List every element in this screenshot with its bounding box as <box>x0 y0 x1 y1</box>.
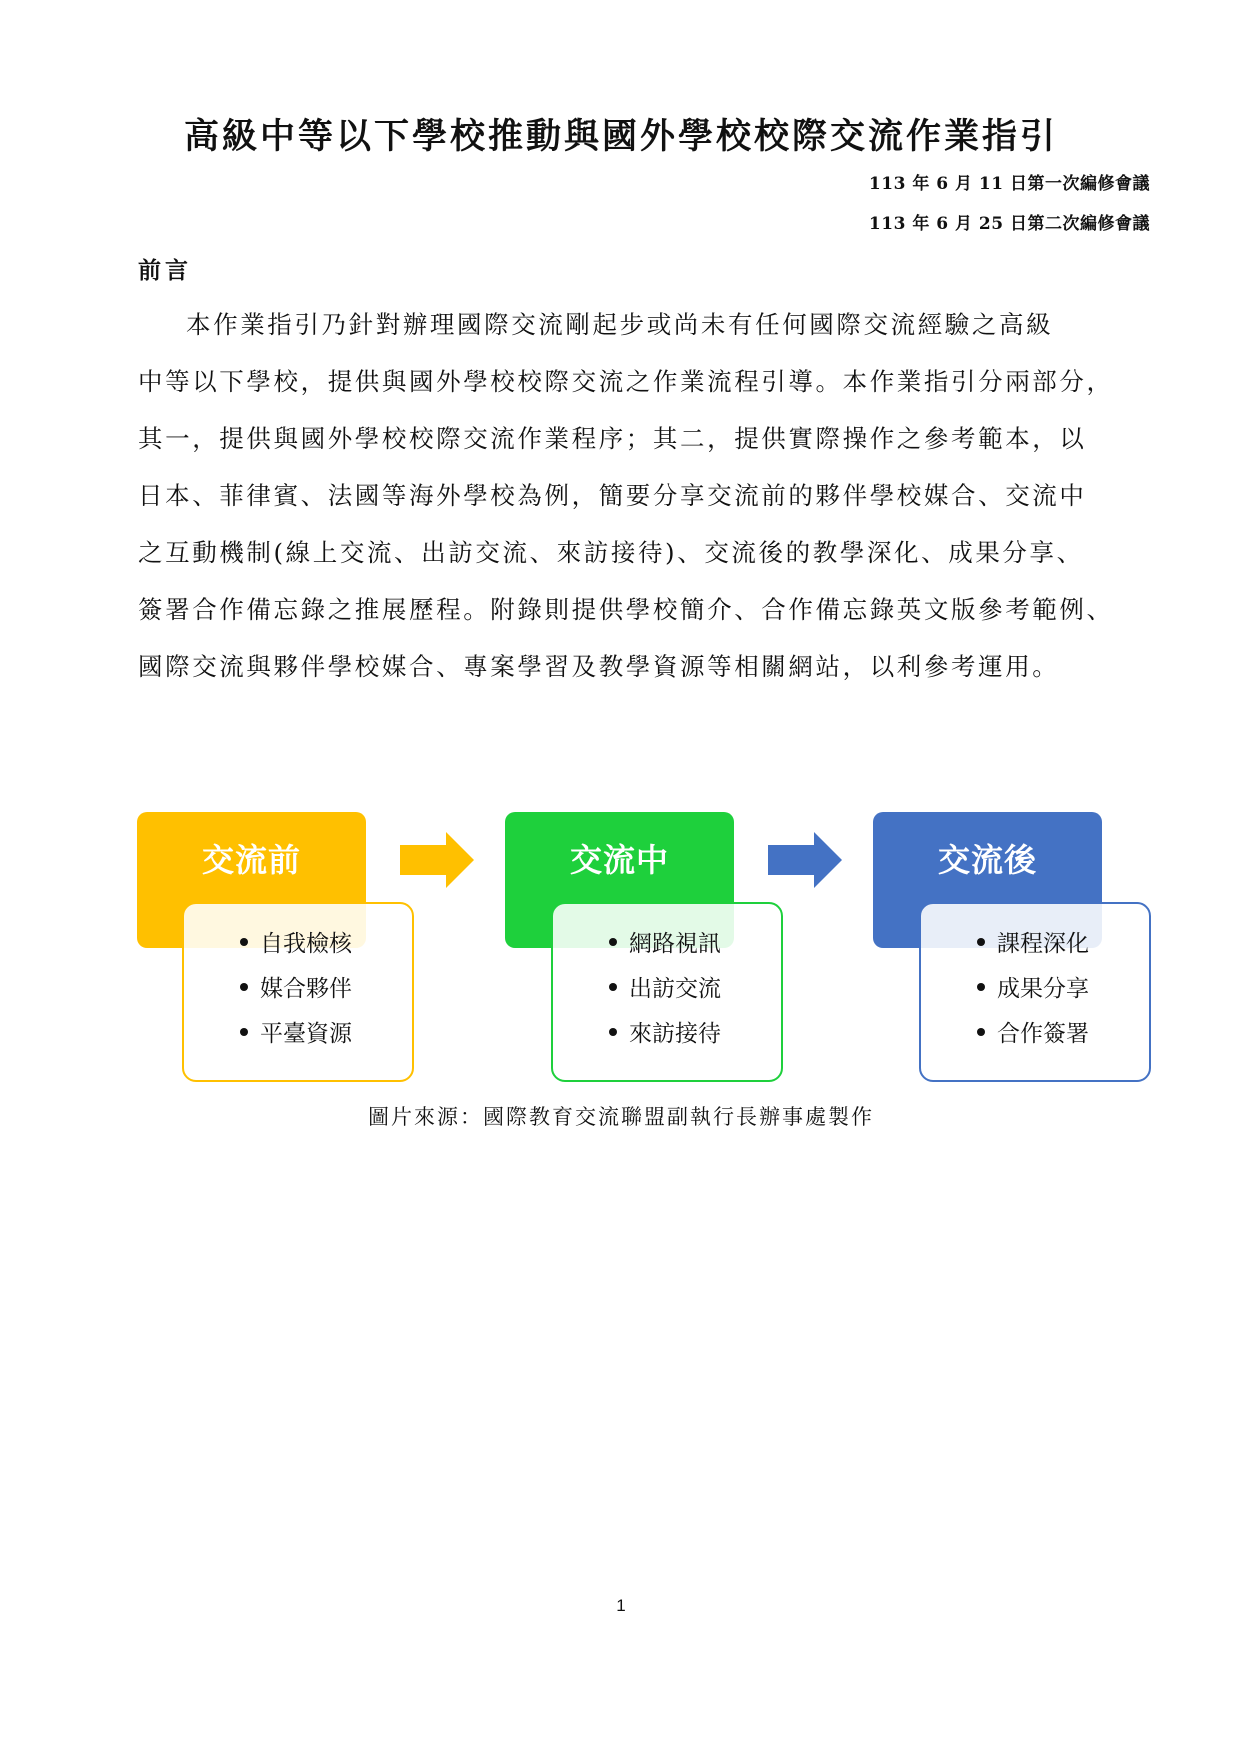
bullet-icon <box>609 983 617 991</box>
stage-during-title: 交流中 <box>569 841 669 879</box>
list-item: 出訪交流 <box>609 971 721 1016</box>
paragraph-line: 中等以下學校，提供與國外學校校際交流之作業流程引導。本作業指引分兩部分， <box>138 367 1114 396</box>
list-item: 自我檢核 <box>240 926 352 971</box>
paragraph-line: 之互動機制(線上交流、出訪交流、來訪接待)、交流後的教學深化、成果分享、 <box>138 538 1084 567</box>
bullet-icon <box>977 983 985 991</box>
figure-caption: 圖片來源：國際教育交流聯盟副執行長辦事處製作 <box>368 1105 874 1129</box>
list-item: 成果分享 <box>977 971 1089 1016</box>
list-item: 課程深化 <box>977 926 1089 971</box>
document-title: 高級中等以下學校推動與國外學校校際交流作業指引 <box>183 116 1058 157</box>
paragraph-line: 本作業指引乃針對辦理國際交流剛起步或尚未有任何國際交流經驗之高級 <box>186 310 1054 339</box>
paragraph-line: 其一，提供與國外學校校際交流作業程序；其二，提供實際操作之參考範本，以 <box>138 424 1087 453</box>
arrow-right-icon <box>400 832 474 888</box>
paragraph-line: 國際交流與夥伴學校媒合、專案學習及教學資源等相關網站，以利參考運用。 <box>138 652 1060 681</box>
list-item: 來訪接待 <box>609 1016 721 1061</box>
paragraph-line: 日本、菲律賓、法國等海外學校為例，簡要分享交流前的夥伴學校媒合、交流中 <box>138 481 1087 510</box>
bullet-icon <box>609 1028 617 1036</box>
list-item: 媒合夥伴 <box>240 971 352 1016</box>
arrow-right-icon <box>768 832 842 888</box>
bullet-icon <box>240 983 248 991</box>
list-item: 網路視訊 <box>609 926 721 971</box>
stage-during-list <box>551 902 783 1082</box>
stage-after-list <box>919 902 1151 1082</box>
meeting-date-second: 113 年 6 月 25 日第二次編修會議 <box>868 214 1150 234</box>
list-item: 平臺資源 <box>240 1016 352 1061</box>
bullet-icon <box>977 1028 985 1036</box>
bullet-icon <box>240 938 248 946</box>
bullet-icon <box>240 1028 248 1036</box>
list-item: 合作簽署 <box>977 1016 1089 1061</box>
bullet-icon <box>977 938 985 946</box>
stage-after-title: 交流後 <box>937 841 1037 879</box>
page-number: 1 <box>616 1596 626 1615</box>
stage-before-list <box>182 902 414 1082</box>
stage-before-title: 交流前 <box>201 841 301 879</box>
section-heading-preface: 前言 <box>138 257 192 284</box>
paragraph-line: 簽署合作備忘錄之推展歷程。附錄則提供學校簡介、合作備忘錄英文版參考範例、 <box>138 595 1114 624</box>
bullet-icon <box>609 938 617 946</box>
meeting-date-first: 113 年 6 月 11 日第一次編修會議 <box>868 174 1150 194</box>
